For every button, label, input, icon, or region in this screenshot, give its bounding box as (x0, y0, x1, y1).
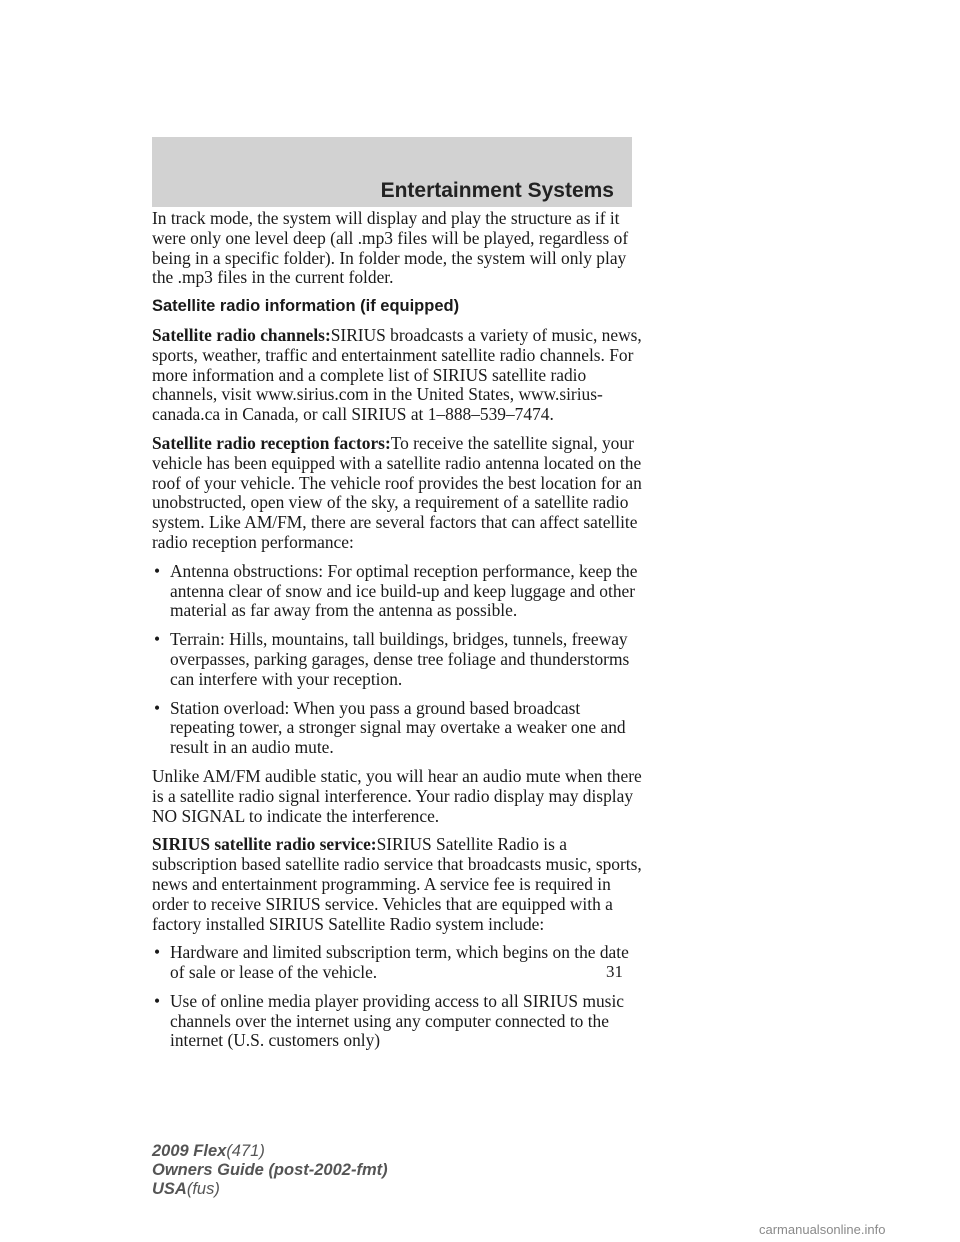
channels-text: SIRIUS broadcasts a variety of music, news, sports, weather, traffic and entertainment satellite radio channels. For more information and a complete list of SIRIUS satellite radio channels, visit www.sirius.com in the United States, www.sirius-canada.ca in Canada, or call SIRIUS at 1–888–539–7474. (152, 324, 642, 425)
footer-market-code: (fus) (186, 1180, 220, 1198)
reception-term: Satellite radio reception factors: (152, 432, 391, 453)
document-footer (152, 1142, 388, 1199)
service-text: SIRIUS Satellite Radio is a subscription based satellite radio service that broadcasts music, sports, news and entertainment programming. A service fee is required in order to receive SIRIUS service. Vehicles that are equipped with a factory installed SIRIUS Satellite Radio system include: (152, 834, 642, 934)
channels-term: Satellite radio channels: (152, 324, 331, 345)
watermark: carmanualsonline.info (759, 1222, 886, 1237)
list-item: • Station overload: When you pass a ground based broadcast repeating tower, a stronger signal may overtake a weaker one and result in an audio mute. (152, 699, 642, 758)
list-item: • Hardware and limited subscription term, which begins on the date of sale or lease of the vehicle. (152, 943, 642, 983)
service-paragraph (152, 835, 642, 934)
mute-note-paragraph: Unlike AM/FM audible static, you will hear an audio mute when there is a satellite radio signal interference. Your radio display may display NO SIGNAL to indicate the interference. (152, 765, 642, 826)
footer-line-model (152, 1142, 388, 1161)
list-item: • Use of online media player providing access to all SIRIUS music channels over the internet using any computer connected to the internet (U.S. customers only) (152, 992, 642, 1051)
footer-market: USA (152, 1180, 187, 1198)
reception-factors-list (152, 562, 642, 758)
section-title: Entertainment Systems (380, 179, 614, 202)
footer-model: 2009 Flex (152, 1142, 227, 1160)
channels-paragraph (152, 326, 642, 425)
list-item: • Terrain: Hills, mountains, tall buildings, bridges, tunnels, freeway overpasses, parking garages, dense tree foliage and thunderstorms can interfere with your reception. (152, 630, 642, 689)
footer-model-code: (471) (226, 1142, 265, 1160)
section-heading: Satellite radio information (if equipped) (152, 297, 460, 316)
page-content (152, 209, 642, 1060)
page-number: 31 (606, 962, 623, 981)
intro-paragraph: In track mode, the system will display and play the structure as if it were only one level deep (all .mp3 files will be played, regardless of being in a specific folder). In folder mode, the system will only play the .mp3 files in the current folder. (152, 208, 629, 288)
service-term: SIRIUS satellite radio service: (152, 834, 377, 855)
service-includes-list (152, 943, 642, 1051)
reception-text: To receive the satellite signal, your vehicle has been equipped with a satellite radio antenna located on the roof of your vehicle. The vehicle roof provides the best location for an unobstructed, open view of the sky, a requirement of a satellite radio system. Like AM/FM, there are several factors that can affect satellite radio reception performance: (152, 432, 642, 552)
header-band (152, 137, 632, 207)
footer-line-guide (152, 1161, 388, 1180)
list-item: • Antenna obstructions: For optimal reception performance, keep the antenna clear of snow and ice build-up and keep luggage and other material as far away from the antenna as possible. (152, 562, 642, 621)
footer-line-market (152, 1180, 388, 1199)
footer-guide: Owners Guide (post-2002-fmt) (152, 1161, 388, 1179)
reception-paragraph (152, 434, 642, 553)
